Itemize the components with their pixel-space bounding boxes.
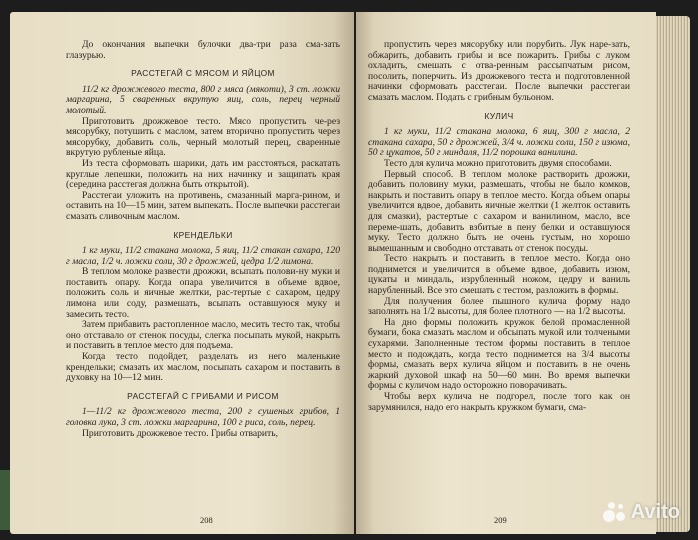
body-paragraph: Первый способ. В теплом молоке растворить дрожжи, добавить половину муки, размешать, чтобы не было комков, накрыть и поставить опару в теплое место. Когда объем опары увеличится вдвое, добавить яичные желтки (1 желток оставить для смазки), растертые с сахаром и ванилином, масло, все переме-шать, добавить взбитые в пену белки и оставшуюся муку. Тесто должно быть не очень густым, но хорошо вымешанным и свободно отставать от стенок посуды.: [368, 168, 630, 254]
body-paragraph: Затем прибавить растопленное масло, месить тесто так, чтобы оно отставало от стенок посуды, слегка посыпать мукой, накрыть и поставить в теплое место для подъема.: [66, 319, 340, 352]
avito-logo-icon: [603, 500, 627, 524]
body-paragraph: Чтобы верх кулича не подгорел, после того как он зарумянился, надо его накрыть кружком бумаги, сма-: [368, 391, 630, 413]
body-paragraph: До окончания выпечки булочки два-три раза сма-зать глазурью.: [66, 39, 340, 61]
ingredients-paragraph: 11/2 кг дрожжевого теста, 800 г мяса (мякоти), 3 ст. ложки маргарина, 5 сваренных вкрутую яиц, соль, перец черный молотый.: [66, 83, 340, 116]
left-page-number: 208: [200, 515, 213, 525]
recipe-heading: РАССТЕГАЙ С ГРИБАМИ И РИСОМ: [127, 390, 279, 401]
body-paragraph: Тесто накрыть и поставить в теплое место. Когда оно поднимется и увеличится в объеме вдвое, добавить изюм, цукаты и миндаль, изрубленный ножом, цедру и ваниль нарубленный. Все это смешать с тестом, разложить в формы.: [368, 253, 630, 297]
page-edges: [656, 16, 690, 532]
watermark-text: Avito: [630, 500, 680, 523]
ingredients-paragraph: 1 кг муки, 11/2 стакана молока, 5 яиц, 11/2 стакан сахара, 120 г масла, 1/2 ч. ложки соли, 30 г дрожжей, цедра 1/2 лимона.: [66, 245, 340, 267]
right-page: [356, 12, 656, 534]
ingredients-paragraph: 1 кг муки, 11/2 стакана молока, 6 яиц, 300 г масла, 2 стакана сахара, 50 г дрожжей, 3/4 ч. ложки соли, 150 г изюма, 50 г цукатов, 50 г миндаля, 11/2 порошка ванилина.: [368, 126, 630, 159]
open-book: [6, 12, 692, 536]
body-paragraph: Когда тесто подойдет, разделать из него маленькие крендельки; смазать их маслом, посыпать сахаром и поставить в духовку на 10—12 мин.: [66, 351, 340, 384]
table-edge: [0, 470, 10, 530]
body-paragraph: Из теста сформовать шарики, дать им расстояться, раскатать круглые лепешки, положить на них начинку и защипать края (середина расстегая должна быть открытой).: [66, 157, 340, 191]
body-paragraph: Приготовить дрожжевое тесто. Грибы отварить,: [82, 427, 279, 439]
body-paragraph: На дно формы положить кружок белой промасленной бумаги, бока смазать маслом и обсыпать мукой или толчеными сухарями. Заполненные тестом формы поставить в теплое место и подождать, когда тесто поднимется на 3/4 высоты формы, смазать верх кулича яйцом и поставить в не очень жаркий духовой шкаф на 50—60 мин. Во время выпечки формы с куличом надо осторожно поворачивать.: [368, 316, 630, 392]
body-paragraph: Для получения более пышного кулича форму надо заполнять на 1/2 высоты, для более плотного — на 1/2 высоты.: [368, 295, 630, 318]
left-page-text: [66, 40, 340, 439]
body-paragraph: пропустить через мясорубку или порубить. Лук наре-зать, обжарить, добавить грибы и все пожарить. Грибы с луком охладить, смешать с отва-ренным рассыпчатым рисом, посолить, поперчить. Из дрожжевого теста и подготовленной начинки сформовать расстегаи. После выпечки расстегаи смазать маслом. Подать с грибным бульоном.: [368, 39, 630, 103]
ingredients-paragraph: 1—11/2 кг дрожжевого теста, 200 г сушеных грибов, 1 головка лука, 3 ст. ложки маргарина, 100 г риса, соль, перец.: [66, 406, 340, 428]
body-paragraph: Тесто для кулича можно приготовить двумя способами.: [384, 157, 612, 169]
right-page-text: [368, 40, 630, 413]
body-paragraph: Приготовить дрожжевое тесто. Мясо пропустить че-рез мясорубку, потушить с маслом, затем вторично пропустить через мясорубку, добавить соль, черный молотый перец, сваренные вкрутую рубленые яйца.: [66, 115, 340, 159]
recipe-heading: РАССТЕГАЙ С МЯСОМ И ЯЙЦОМ: [131, 68, 275, 79]
body-paragraph: В теплом молоке развести дрожжи, всыпать полови-ну муки и поставить опару. Когда опара увеличится в объеме вдвое, положить соль и яичные желтки, рас-тертые с сахаром, цедру лимона или соду, размешать, всыпать оставшуюся муку и замесить тесто.: [66, 266, 340, 320]
recipe-heading: КУЛИЧ: [484, 110, 514, 121]
recipe-heading: КРЕНДЕЛЬКИ: [173, 229, 233, 240]
avito-watermark: [603, 500, 680, 524]
body-paragraph: Расстегаи уложить на противень, смазанный марга-рином, и оставить на 10—15 мин, затем выпекать. После выпечки расстегаи смазать сливочным маслом.: [66, 189, 340, 222]
right-page-number: 209: [494, 515, 507, 525]
left-page: [10, 12, 354, 534]
